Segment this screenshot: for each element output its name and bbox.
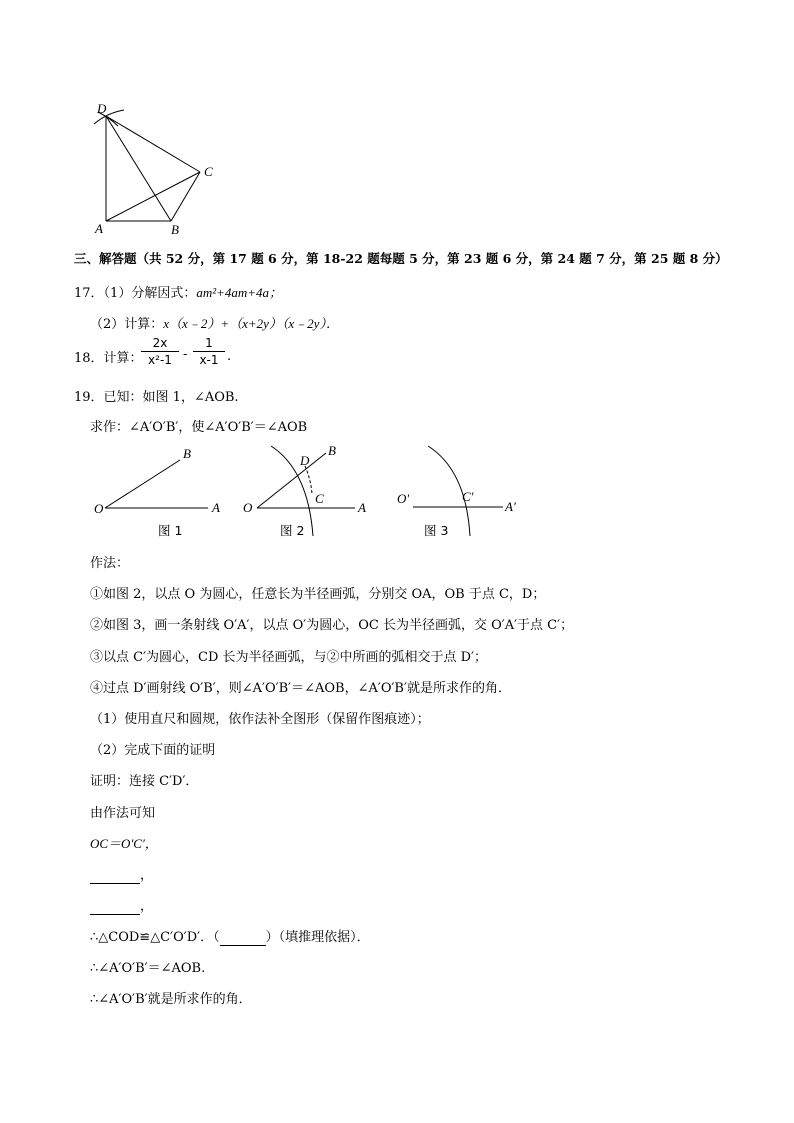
q18-end: . <box>227 349 232 364</box>
q18-frac1-denominator: x²-1 <box>148 353 172 367</box>
q19-task2: （2）完成下面的证明 <box>90 743 216 758</box>
q19-proof-conclusion: ∴∠A′O′B′就是所求作的角． <box>90 992 252 1007</box>
fig1-caption: 图 1 <box>158 523 183 538</box>
fig3-label-o: O′ <box>397 491 410 506</box>
blank-comma-1: ， <box>140 868 154 883</box>
q17-part2: （2）计算： <box>90 317 164 332</box>
fig1-label-b: B <box>183 446 191 461</box>
q19-proof-congruent: ∴△COD≌△C′O′D′．（ <box>90 930 220 945</box>
fig3-caption: 图 3 <box>424 523 449 538</box>
fig2-label-o: O <box>243 500 253 515</box>
fig2-label-a: A <box>358 500 366 515</box>
q18-frac1-numerator: 2x <box>141 336 179 352</box>
q19-method-title: 作法： <box>90 556 130 571</box>
q19-proof-oc: OC＝O′C′， <box>90 836 158 851</box>
q17-part1-expr: am²+4am+4a； <box>196 285 283 300</box>
fig1-label-o: O <box>94 501 104 516</box>
label-a: A <box>95 221 103 236</box>
q19-step1: ①如图 2，以点 O 为圆心，任意长为半径画弧，分别交 OA，OB 于点 C，D； <box>90 587 546 602</box>
section-title: 三、解答题（共 52 分，第 17 题 6 分，第 18-22 题每题 5 分，第 23 题 6 分，第 24 题 7 分，第 25 题 8 分） <box>74 251 728 266</box>
q19-proof-congruent-line <box>90 926 370 946</box>
q19-ask: 求作：∠A′O′B′，使∠A′O′B′＝∠AOB <box>90 420 308 435</box>
q18-frac2-denominator: x-1 <box>199 353 219 367</box>
q19-blank-line-1 <box>90 864 153 884</box>
q19-task1: （1）使用直尺和圆规，依作法补全图形（保留作图痕迹）； <box>90 712 430 727</box>
q19-proof-connect: 证明：连接 C′D′． <box>90 774 199 789</box>
q19-blank-line-2 <box>90 895 153 915</box>
fig2-caption: 图 2 <box>280 523 305 538</box>
q19-step2: ②如图 3，画一条射线 O′A′，以点 O′为圆心，OC 长为半径画弧，交 O′A′于点 C′； <box>90 618 574 633</box>
answer-blank-2[interactable] <box>90 899 140 915</box>
q19-step4: ④过点 D′画射线 O′B′，则∠A′O′B′＝∠AOB，∠A′O′B′就是所求作的角． <box>90 681 511 696</box>
fig1-label-a: A <box>212 500 220 515</box>
q19-proof-known: 由作法可知 <box>90 806 156 821</box>
label-b: B <box>171 222 179 237</box>
label-d: D <box>97 101 107 116</box>
q17-number: 17． <box>74 286 104 301</box>
fig3-label-c: C′ <box>462 489 474 504</box>
fig3-label-a: A′ <box>505 499 516 514</box>
q18-frac2-numerator: 1 <box>193 336 225 352</box>
label-c: C <box>204 164 213 179</box>
q18-label: 18．计算： <box>74 351 143 366</box>
answer-blank-1[interactable] <box>90 868 140 884</box>
blank-comma-2: ， <box>140 899 154 914</box>
q19-proof-congruent-end: ）（填推理依据）． <box>265 930 370 945</box>
q19-step3: ③以点 C′为圆心，CD 长为半径画弧，与②中所画的弧相交于点 D′； <box>90 650 488 665</box>
q17-part2-expr: x（x﹣2）+（x+2y）（x﹣2y）． <box>163 316 339 331</box>
fig2-label-d: D <box>300 453 310 468</box>
q17-part1: （1）分解因式： <box>103 286 197 301</box>
answer-blank-reason[interactable] <box>220 930 266 946</box>
fig1-ray-ob <box>105 460 180 508</box>
q19-proof-equal: ∴∠A′O′B′＝∠AOB. <box>90 961 206 976</box>
fig2-label-c: C <box>315 491 324 506</box>
fig2-dashed-cd <box>305 466 312 494</box>
q19-given: 19．已知：如图 1，∠AOB. <box>74 390 239 405</box>
fig2-label-b: B <box>328 443 336 458</box>
q18-minus: - <box>183 347 188 362</box>
